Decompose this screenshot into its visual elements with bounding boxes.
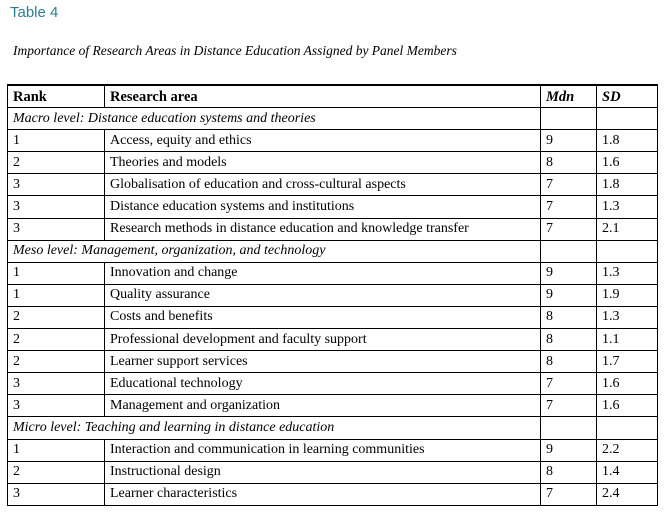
research-area-cell: Learner characteristics [105,483,541,505]
research-area-cell: Professional development and faculty support [105,329,541,351]
table-row [8,196,658,218]
sd-cell: 1.8 [597,174,658,196]
research-area-cell: Educational technology [105,373,541,395]
rank-cell: 1 [8,130,105,152]
research-area-cell: Management and organization [105,395,541,417]
sd-cell: 1.9 [597,284,658,306]
research-area-cell: Innovation and change [105,262,541,284]
table-row [8,483,658,505]
section-row [8,417,658,439]
rank-cell: 3 [8,218,105,240]
table-row [8,306,658,328]
mdn-cell: 9 [541,284,597,306]
mdn-cell: 9 [541,130,597,152]
rank-cell: 2 [8,306,105,328]
rank-cell: 1 [8,439,105,461]
header-research-area: Research area [105,85,541,108]
sd-cell: 1.1 [597,329,658,351]
table-row [8,130,658,152]
section-empty-cell [597,417,658,439]
mdn-cell: 9 [541,439,597,461]
header-rank: Rank [8,85,105,108]
section-empty-cell [541,108,597,130]
sd-cell: 1.4 [597,461,658,483]
section-title: Meso level: Management, organization, and technology [8,240,541,262]
rank-cell: 3 [8,196,105,218]
rank-cell: 2 [8,329,105,351]
table-row [8,395,658,417]
sd-cell: 2.4 [597,483,658,505]
sd-cell: 1.3 [597,262,658,284]
rank-cell: 2 [8,461,105,483]
sd-cell: 1.3 [597,306,658,328]
table-row [8,373,658,395]
header-row [8,85,658,108]
sd-cell: 2.1 [597,218,658,240]
table-row [8,351,658,373]
table-row [8,262,658,284]
rank-cell: 2 [8,152,105,174]
rank-cell: 3 [8,373,105,395]
sd-cell: 1.6 [597,395,658,417]
section-row [8,240,658,262]
table-row [8,439,658,461]
sd-cell: 1.8 [597,130,658,152]
header-sd: SD [597,85,658,108]
table-row [8,329,658,351]
rank-cell: 2 [8,351,105,373]
research-area-cell: Interaction and communication in learning communities [105,439,541,461]
header-mdn: Mdn [541,85,597,108]
mdn-cell: 8 [541,306,597,328]
mdn-cell: 7 [541,483,597,505]
section-empty-cell [597,108,658,130]
mdn-cell: 8 [541,461,597,483]
mdn-cell: 7 [541,373,597,395]
mdn-cell: 7 [541,218,597,240]
research-areas-table [7,84,658,506]
mdn-cell: 9 [541,262,597,284]
mdn-cell: 7 [541,196,597,218]
research-area-cell: Access, equity and ethics [105,130,541,152]
table-row [8,218,658,240]
table-row [8,284,658,306]
research-area-cell: Costs and benefits [105,306,541,328]
section-row [8,108,658,130]
mdn-cell: 7 [541,174,597,196]
research-area-cell: Distance education systems and institutions [105,196,541,218]
sd-cell: 2.2 [597,439,658,461]
section-empty-cell [541,417,597,439]
section-empty-cell [541,240,597,262]
sd-cell: 1.7 [597,351,658,373]
section-title: Macro level: Distance education systems and theories [8,108,541,130]
table-body [8,85,658,505]
table-caption: Importance of Research Areas in Distance Education Assigned by Panel Members [13,43,457,58]
rank-cell: 1 [8,284,105,306]
sd-cell: 1.6 [597,373,658,395]
mdn-cell: 8 [541,329,597,351]
rank-cell: 3 [8,483,105,505]
research-area-cell: Theories and models [105,152,541,174]
mdn-cell: 8 [541,152,597,174]
rank-cell: 3 [8,395,105,417]
research-area-cell: Globalisation of education and cross-cultural aspects [105,174,541,196]
table-row [8,152,658,174]
rank-cell: 1 [8,262,105,284]
research-area-cell: Instructional design [105,461,541,483]
mdn-cell: 7 [541,395,597,417]
table-row [8,174,658,196]
table-row [8,461,658,483]
section-title: Micro level: Teaching and learning in distance education [8,417,541,439]
rank-cell: 3 [8,174,105,196]
section-empty-cell [597,240,658,262]
research-area-cell: Research methods in distance education and knowledge transfer [105,218,541,240]
research-area-cell: Quality assurance [105,284,541,306]
research-area-cell: Learner support services [105,351,541,373]
sd-cell: 1.3 [597,196,658,218]
table-label: Table 4 [10,4,59,21]
sd-cell: 1.6 [597,152,658,174]
mdn-cell: 8 [541,351,597,373]
